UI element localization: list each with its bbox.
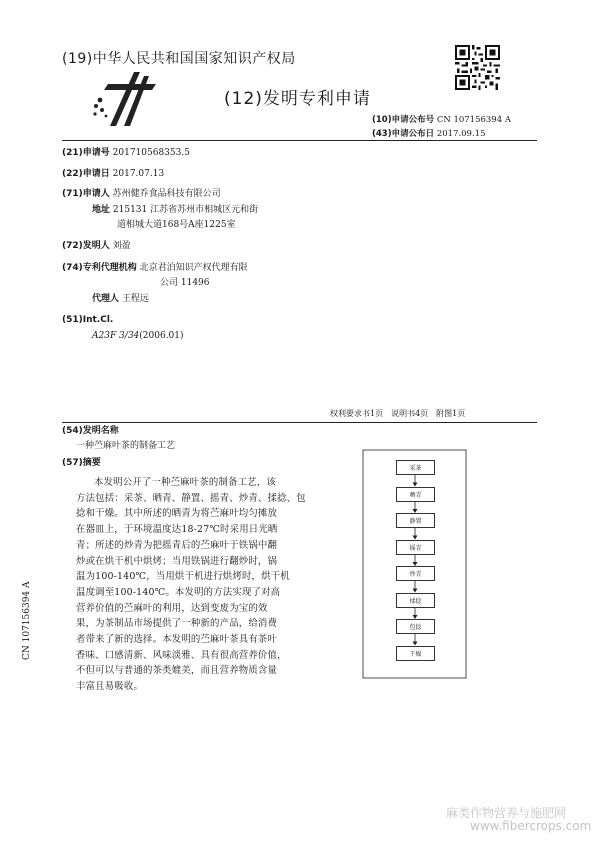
address-line-2: 道相城大道168号A座1225室 bbox=[117, 220, 236, 230]
publication-date-label: (43)申请公布日 bbox=[372, 129, 435, 139]
flowchart-step: 晒青 bbox=[396, 487, 435, 502]
side-publication-number: CN 107156394 A bbox=[22, 581, 32, 660]
inventor-name: 刘盈 bbox=[112, 241, 131, 251]
abstract-line: 不但可以与普通的茶类媲美，而且营养物质含量 bbox=[76, 665, 278, 677]
flowchart-step: 干燥 bbox=[396, 646, 435, 661]
inventor-label: (72)发明人 bbox=[62, 241, 110, 251]
document-type-title: (12)发明专利申请 bbox=[224, 89, 371, 109]
invention-title: 一种苎麻叶茶的制备工艺 bbox=[76, 441, 176, 451]
abstract-line: 炒或在烘干机中烘烤；当用铁锅进行翻炒时，锅 bbox=[76, 555, 278, 567]
flowchart-step: 摇青 bbox=[396, 540, 435, 555]
publication-date: 2017.09.15 bbox=[436, 129, 486, 139]
agent-label: 代理人 bbox=[92, 294, 120, 304]
publication-number-label: (10)申请公布号 bbox=[372, 115, 435, 125]
flowchart-step: 炒青 bbox=[396, 566, 435, 581]
abstract-line: 本发明公开了一种苎麻叶茶的制备工艺，该 bbox=[94, 477, 276, 488]
watermark-url: www.fibercrops.com bbox=[470, 819, 592, 833]
applicant-label: (71)申请人 bbox=[62, 189, 110, 199]
address-line-1: 215131 江苏省苏州市相城区元和街 bbox=[112, 205, 259, 215]
ipc-label: (51)Int.Cl. bbox=[62, 315, 114, 325]
application-number: 201710568353.5 bbox=[112, 148, 190, 158]
flowchart-step: 采茶 bbox=[396, 460, 435, 475]
application-date: 2017.07.13 bbox=[112, 169, 165, 179]
agency-line-2: 公司 11496 bbox=[160, 278, 210, 288]
abstract-line: 青；所述的炒青为把摇青后的苎麻叶于铁锅中翻 bbox=[76, 539, 278, 551]
abstract-line: 捻和干燥。其中所述的晒青为将苎麻叶均匀摊放 bbox=[76, 508, 278, 520]
agency-label: (74)专利代理机构 bbox=[62, 263, 137, 273]
abstract-line: 温为100-140℃，当用烘干机进行烘烤时，烘干机 bbox=[76, 571, 290, 583]
applicant-name: 苏州健乔食品科技有限公司 bbox=[112, 189, 221, 199]
publication-number: CN 107156394 A bbox=[436, 115, 511, 125]
abstract-line: 在器皿上，于环境温度达18-27℃时采用日光晒 bbox=[76, 524, 278, 536]
sheet-counts: 权利要求书1页 说明书4页 附图1页 bbox=[330, 409, 466, 418]
abstract-line: 营养价值的苎麻叶的利用，达到变废为宝的效 bbox=[76, 602, 268, 614]
abstract-line: 温度调至100-140℃。本发明的方法实现了对高 bbox=[76, 586, 281, 598]
ipc-version: (2006.01) bbox=[139, 331, 184, 341]
ipc-code: A23F 3/34 bbox=[92, 331, 140, 341]
agency-line-1: 北京君泊知识产权代理有限 bbox=[139, 263, 248, 273]
title-label: (54)发明名称 bbox=[62, 426, 119, 436]
abstract-line: 果，为茶制品市场提供了一种新的产品，给消费 bbox=[76, 618, 278, 630]
abstract-line: 方法包括：采茶、晒青、静置、摇青、炒青、揉捻、包 bbox=[76, 492, 306, 504]
flowchart-step: 静置 bbox=[396, 513, 435, 528]
application-date-label: (22)申请日 bbox=[62, 169, 110, 179]
agent-name: 王程远 bbox=[121, 294, 149, 304]
watermark-site-name: 麻类作物营养与施肥网 bbox=[446, 806, 567, 820]
abstract-label: (57)摘要 bbox=[62, 458, 101, 468]
abstract-line: 者带来了新的选择。本发明的苎麻叶茶具有茶叶 bbox=[76, 634, 278, 645]
office-name: (19)中华人民共和国国家知识产权局 bbox=[62, 51, 296, 67]
address-label: 地址 bbox=[92, 205, 111, 215]
abstract-line: 丰富且易吸收。 bbox=[76, 681, 144, 693]
application-number-label: (21)申请号 bbox=[62, 148, 110, 158]
abstract-line: 香味、口感清新、风味淡雅、具有很高营养价值， bbox=[76, 649, 287, 661]
flowchart-step: 揉捻 bbox=[396, 593, 435, 608]
flowchart-step: 包捻 bbox=[396, 619, 435, 634]
